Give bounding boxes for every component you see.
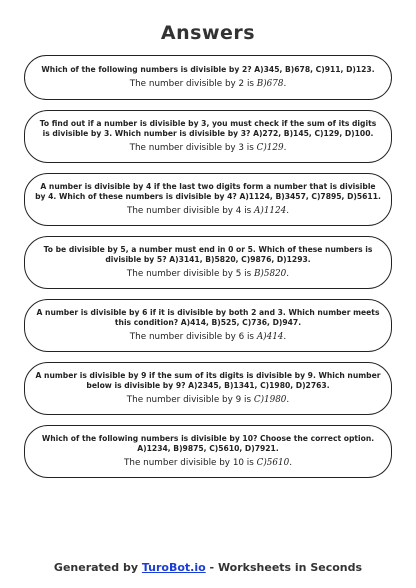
footer-prefix: Generated by xyxy=(53,561,139,574)
answer-prefix: The number divisible by 10 is xyxy=(124,458,254,468)
answer-card-5 xyxy=(24,299,392,352)
answer-value: C)1980. xyxy=(253,395,290,405)
answer-prefix: The number divisible by 6 is xyxy=(129,332,255,342)
question-text: To be divisible by 5, a number must end in 0 or 5. Which of these numbers is divisible by 5? A)3141, B)5820, C)9876, D)1293. xyxy=(43,245,373,264)
answer-card-3 xyxy=(24,173,392,226)
answer-text xyxy=(127,395,289,406)
answer-card-4 xyxy=(24,236,392,289)
answer-prefix: The number divisible by 3 is xyxy=(129,143,254,153)
page-title: Answers xyxy=(160,22,256,44)
answer-text xyxy=(130,143,287,154)
answer-value: C)129. xyxy=(256,143,287,153)
answer-value: B)5820. xyxy=(253,269,290,279)
footer xyxy=(0,561,416,574)
answer-value: A)414. xyxy=(256,332,287,342)
question-text: To find out if a number is divisible by 3, you must check if the sum of its digits is divisible by 3. Which number is divisible by 3? A)272, B)145, C)129, D)100. xyxy=(39,119,377,138)
answer-value: A)1124. xyxy=(254,206,289,216)
answer-card-2 xyxy=(24,110,392,163)
answer-card-1 xyxy=(24,55,392,100)
answer-prefix: The number divisible by 4 is xyxy=(126,206,252,216)
answer-text xyxy=(127,269,289,280)
question-text: Which of the following numbers is divisible by 10? Choose the correct option. A)1234, B)9875, C)5610, D)7921. xyxy=(41,434,375,453)
answer-text xyxy=(127,206,289,217)
question-text: A number is divisible by 4 if the last two digits form a number that is divisible by 4. Which of these numbers is divisible by 4? A)1124, B)3457, C)7895, D)5611. xyxy=(35,182,381,201)
answer-list xyxy=(24,55,392,488)
answer-card-7 xyxy=(24,425,392,478)
answer-text xyxy=(130,79,287,90)
answer-value: C)5610. xyxy=(256,458,292,468)
answer-prefix: The number divisible by 9 is xyxy=(126,395,252,405)
question-text: Which of the following numbers is divisible by 2? A)345, B)678, C)911, D)123. xyxy=(41,65,375,74)
answer-text xyxy=(124,458,292,469)
answer-prefix: The number divisible by 2 is xyxy=(129,79,254,89)
answer-prefix: The number divisible by 5 is xyxy=(126,269,252,279)
answer-value: B)678. xyxy=(256,79,287,89)
turobot-link[interactable]: TuroBot.io xyxy=(141,561,206,574)
answer-card-6 xyxy=(24,362,392,415)
footer-suffix: - Worksheets in Seconds xyxy=(209,561,363,574)
answer-text xyxy=(130,332,286,343)
question-text: A number is divisible by 9 if the sum of its digits is divisible by 9. Which number below is divisible by 9? A)2345, B)1341, C)1980, D)2763. xyxy=(35,371,381,390)
question-text: A number is divisible by 6 if it is divisible by both 2 and 3. Which number meets this condition? A)414, B)525, C)736, D)947. xyxy=(36,308,380,327)
